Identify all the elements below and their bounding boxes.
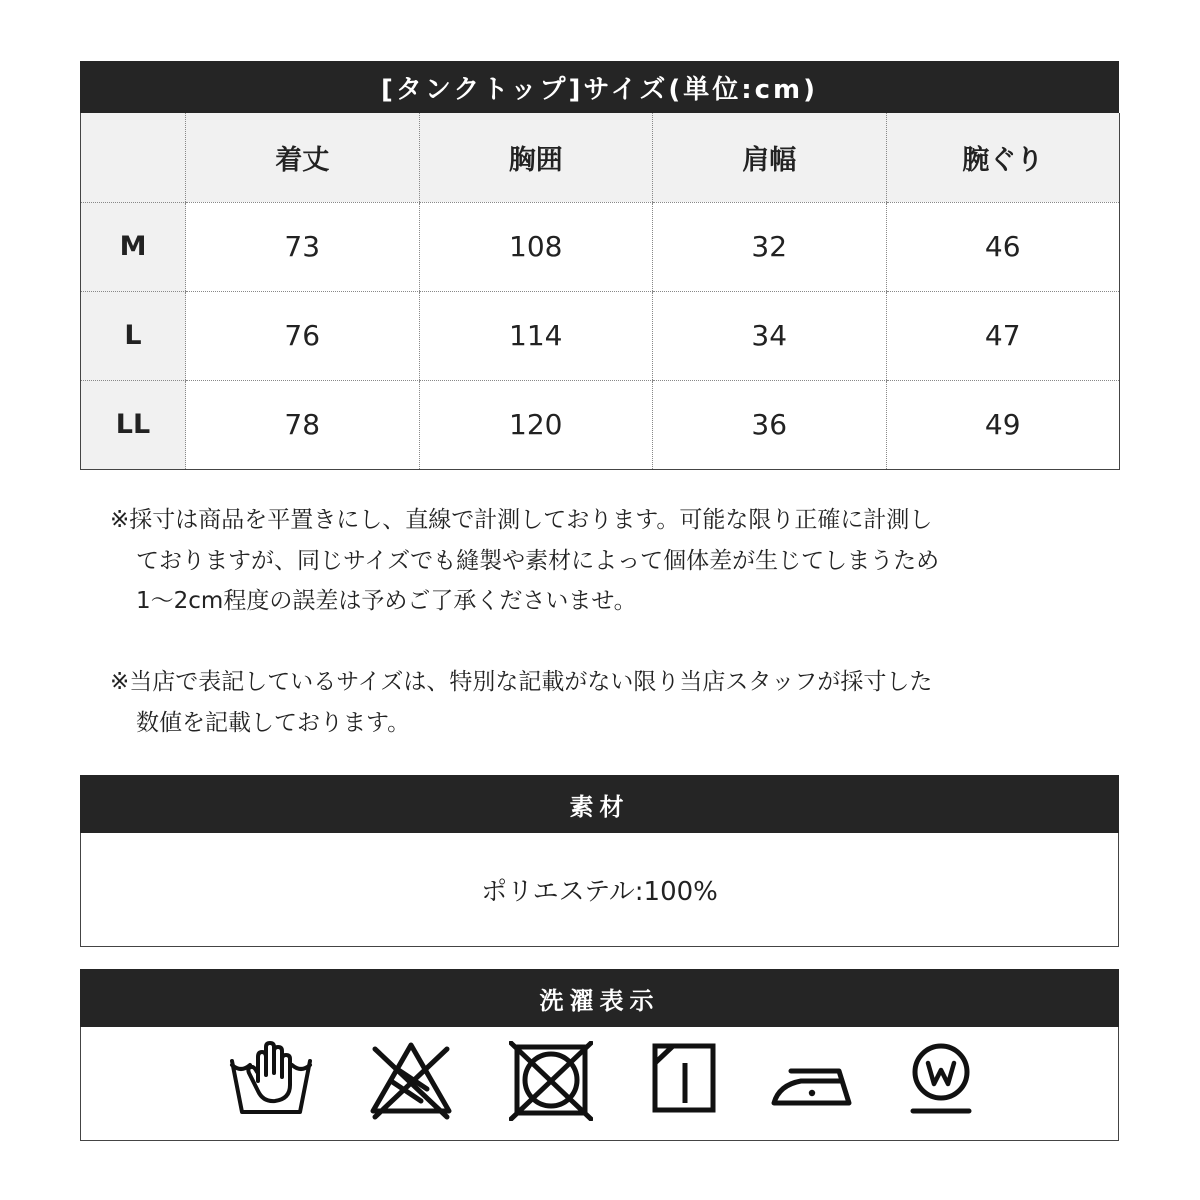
measurement-note xyxy=(110,500,1050,622)
line-dry-shade-icon xyxy=(649,1041,733,1121)
table-row xyxy=(81,380,1120,469)
size-label: L xyxy=(81,291,186,380)
note-line: ※当店で表記しているサイズは、特別な記載がない限り当店スタッフが採寸した xyxy=(110,669,933,695)
size-table-title: [タンクトップ]サイズ(単位:cm) xyxy=(80,61,1119,113)
hand-wash-icon xyxy=(229,1041,313,1121)
material-section xyxy=(80,775,1119,947)
table-row xyxy=(81,202,1120,291)
column-header: 肩幅 xyxy=(653,113,887,202)
material-text: ポリエステル:100% xyxy=(80,833,1119,947)
size-table-corner xyxy=(81,113,186,202)
no-tumble-dry-icon xyxy=(509,1041,593,1121)
table-row xyxy=(81,291,1120,380)
size-table-section xyxy=(80,61,1119,470)
table-cell: 49 xyxy=(886,380,1120,469)
care-section xyxy=(80,969,1119,1141)
column-header: 腕ぐり xyxy=(886,113,1120,202)
table-cell: 120 xyxy=(419,380,653,469)
table-cell: 108 xyxy=(419,202,653,291)
column-header: 着丈 xyxy=(186,113,420,202)
table-cell: 114 xyxy=(419,291,653,380)
table-cell: 46 xyxy=(886,202,1120,291)
low-iron-icon xyxy=(771,1041,855,1121)
size-table xyxy=(80,113,1120,470)
size-table-header-row xyxy=(81,113,1120,202)
care-icons xyxy=(80,1027,1119,1141)
table-cell: 34 xyxy=(653,291,887,380)
table-cell: 73 xyxy=(186,202,420,291)
wet-cleaning-icon xyxy=(899,1041,983,1121)
material-title: 素材 xyxy=(80,775,1119,833)
table-cell: 32 xyxy=(653,202,887,291)
table-cell: 36 xyxy=(653,380,887,469)
note-line: 1～2cm程度の誤差は予めご了承くださいませ。 xyxy=(136,588,637,614)
note-line: ※採寸は商品を平置きにし、直線で計測しております。可能な限り正確に計測し xyxy=(110,507,933,533)
no-bleach-icon xyxy=(369,1041,453,1121)
size-label: LL xyxy=(81,380,186,469)
note-line: ておりますが、同じサイズでも縫製や素材によって個体差が生じてしまうため xyxy=(136,547,940,574)
size-label: M xyxy=(81,202,186,291)
table-cell: 47 xyxy=(886,291,1120,380)
table-cell: 76 xyxy=(186,291,420,380)
column-header: 胸囲 xyxy=(419,113,653,202)
care-title: 洗濯表示 xyxy=(80,969,1119,1027)
note-line: 数値を記載しております。 xyxy=(136,709,411,736)
size-source-note xyxy=(110,662,1050,743)
table-cell: 78 xyxy=(186,380,420,469)
